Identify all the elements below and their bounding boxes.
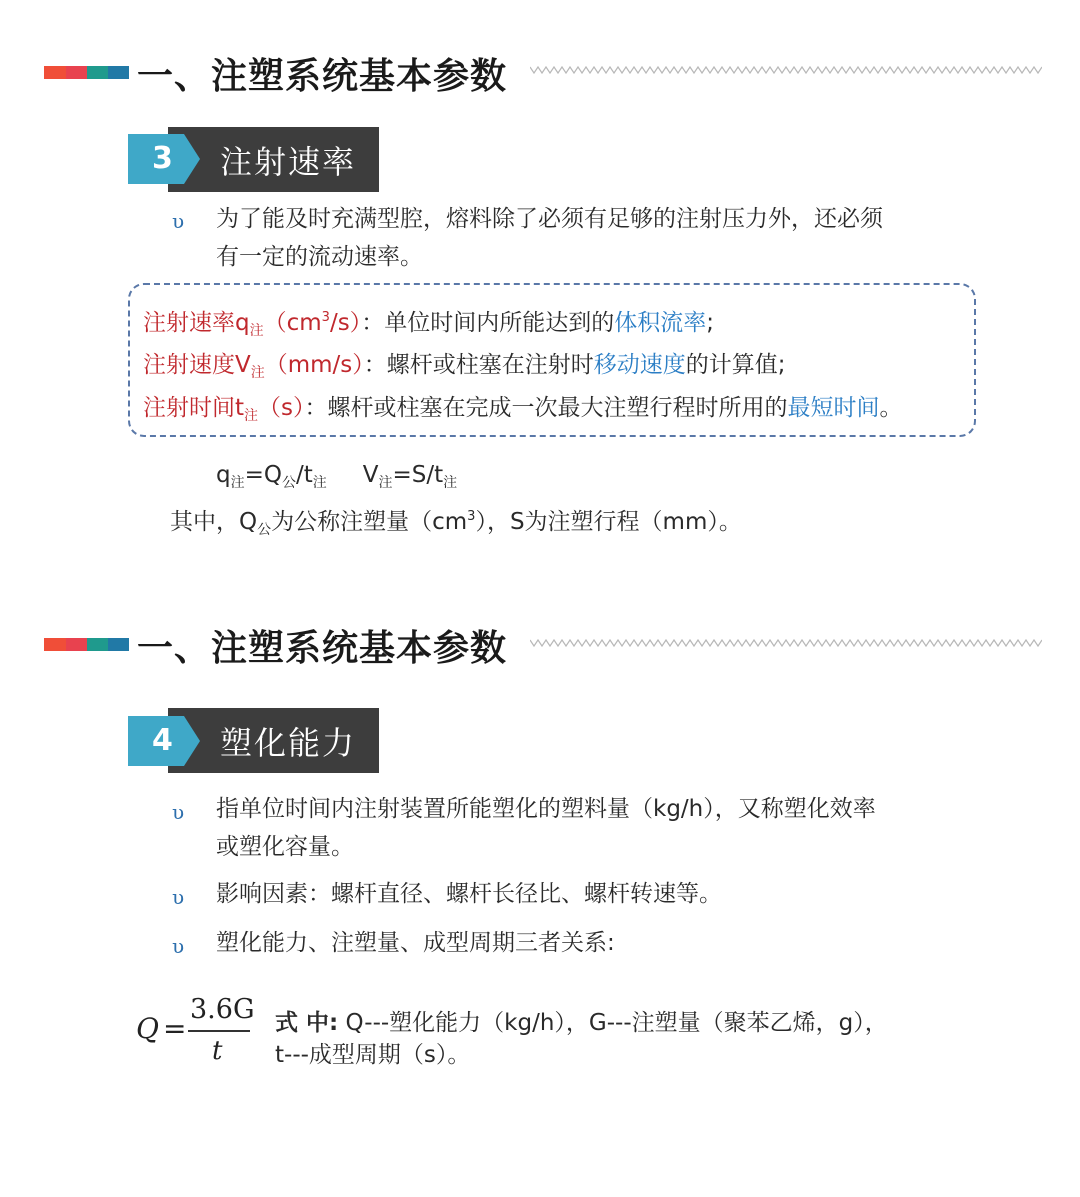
intro-line: 为了能及时充满型腔，熔料除了必须有足够的注射压力外，还必须 [216, 206, 883, 232]
zigzag-divider [530, 64, 1042, 76]
bullet-line: 或塑化容量。 [216, 834, 354, 860]
zigzag-divider [530, 637, 1042, 649]
section-number: 4 [152, 723, 173, 758]
rate-formula [216, 462, 457, 492]
intro-line: 有一定的流动速率。 [216, 244, 423, 270]
definition-row [143, 389, 903, 425]
bullet-paragraph [216, 875, 722, 913]
bullet-icon: υ [172, 885, 185, 909]
note-text: 其中，Q [170, 509, 258, 535]
number-tab [128, 716, 200, 766]
bullet-paragraph [216, 924, 615, 962]
bullet-line: 影响因素：螺杆直径、螺杆长径比、螺杆转速等。 [216, 881, 722, 907]
unit-superscript: 3 [321, 310, 330, 325]
bullet-line: 塑化能力、注塑量、成型周期三者关系: [216, 930, 615, 956]
formula-text: /t [295, 462, 313, 488]
bullet-icon: υ [172, 934, 185, 958]
header-stripe [66, 638, 87, 651]
definition-highlight: 最短时间 [787, 395, 880, 421]
term-subscript: 注 [250, 365, 265, 381]
bullet-icon: υ [172, 209, 185, 233]
definition-desc: ：螺杆或柱塞在完成一次最大注塑行程时所用的 [304, 395, 788, 421]
formula-text: q [216, 462, 231, 488]
number-tab [128, 134, 200, 184]
section-title: 一、注塑系统基本参数 [137, 56, 508, 97]
section-title: 一、注塑系统基本参数 [137, 628, 508, 669]
header-stripe [108, 638, 129, 651]
formula-subscript: 公 [281, 475, 296, 491]
equation-lhs: Q [136, 1012, 159, 1045]
definition-tail: 。 [879, 395, 903, 421]
definition-highlight: 移动速度 [593, 352, 686, 378]
definition-term: 注射时间t [143, 395, 245, 421]
definition-highlight: 体积流率 [614, 310, 707, 336]
definition-unit: （cm [263, 310, 322, 336]
definition-tail: ; [706, 310, 714, 336]
formula-subscript: 注 [312, 475, 327, 491]
bullet-paragraph [216, 790, 876, 866]
header-stripe [44, 66, 66, 79]
formula-note [170, 503, 742, 539]
note-text: 为公称注塑量（cm [271, 509, 468, 535]
definition-desc: ：螺杆或柱塞在注射时 [363, 352, 594, 378]
header-stripe [66, 66, 87, 79]
intro-paragraph [216, 200, 883, 276]
note-text: ），S为注塑行程（mm）。 [475, 509, 742, 535]
equation-equals: = [163, 1012, 187, 1045]
explain-text: Q---塑化能力（kg/h），G---注塑量（聚苯乙烯，g）， [345, 1010, 888, 1036]
definition-unit: /s） [329, 310, 362, 336]
formula-text: =S/t [392, 462, 444, 488]
formula-subscript: 注 [378, 475, 393, 491]
definition-unit: （mm/s） [264, 352, 364, 378]
header-stripe [87, 638, 108, 651]
definition-row [143, 304, 714, 340]
note-subscript: 公 [257, 522, 272, 538]
term-subscript: 注 [244, 408, 259, 424]
fraction-bar [188, 1030, 250, 1032]
equation-explanation-line2: t---成型周期（s）。 [275, 1042, 471, 1068]
formula-text: =Q [244, 462, 282, 488]
bullet-icon: υ [172, 800, 185, 824]
equation-denominator: t [212, 1036, 223, 1066]
subtitle-text: 注射速率 [220, 143, 357, 181]
definition-row [143, 346, 786, 382]
explain-label: 式 中: [275, 1010, 339, 1036]
section-number: 3 [152, 141, 173, 176]
term-subscript: 注 [249, 323, 264, 339]
definition-tail: 的计算值; [685, 352, 786, 378]
subtitle-text: 塑化能力 [220, 724, 357, 762]
header-stripe [87, 66, 108, 79]
header-stripe [108, 66, 129, 79]
definition-unit: （s） [258, 395, 305, 421]
equation-numerator: 3.6G [190, 994, 255, 1025]
note-superscript: 3 [467, 509, 476, 524]
definition-term: 注射速度V [143, 352, 251, 378]
definition-term: 注射速率q [143, 310, 250, 336]
equation-explanation [275, 1004, 888, 1037]
header-stripe [44, 638, 66, 651]
formula-subscript: 注 [230, 475, 245, 491]
formula-text: V [362, 462, 379, 488]
bullet-line: 指单位时间内注射装置所能塑化的塑料量（kg/h），又称塑化效率 [216, 796, 876, 822]
formula-subscript: 注 [443, 475, 458, 491]
definition-desc: ：单位时间内所能达到的 [361, 310, 615, 336]
